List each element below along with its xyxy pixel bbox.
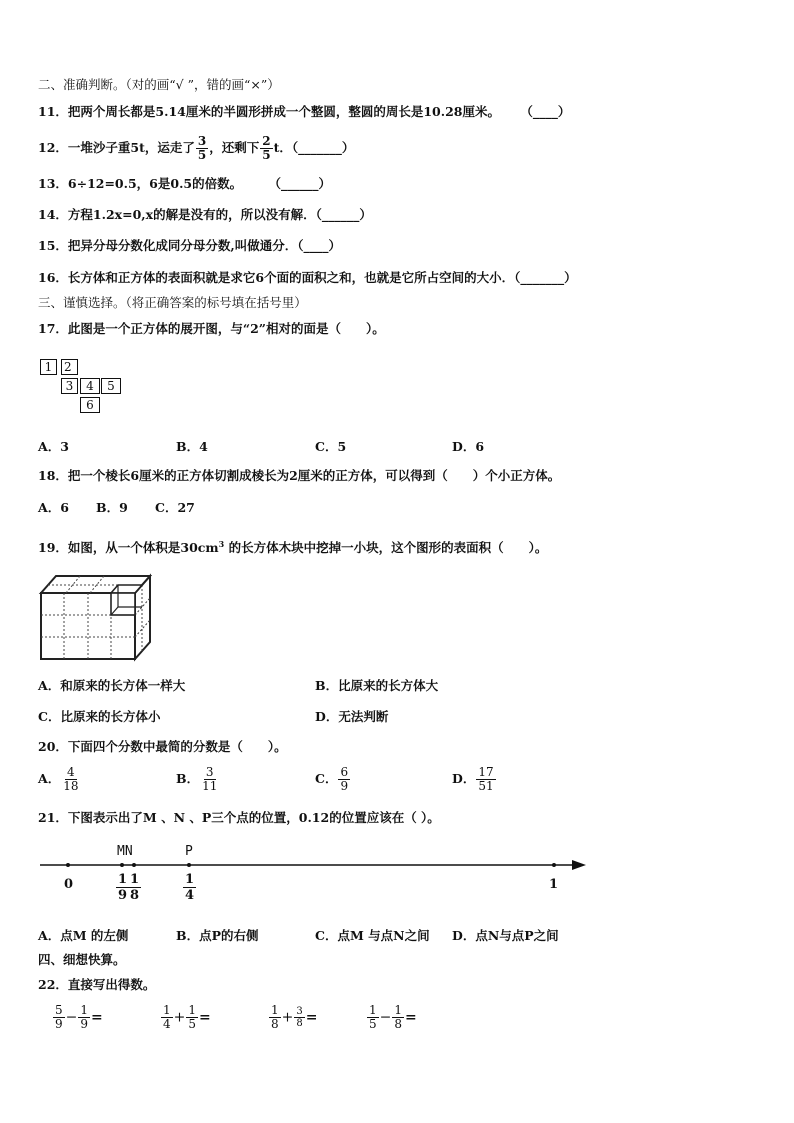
- frac-b: [294, 1006, 304, 1029]
- frac-num: 5: [55, 1003, 63, 1017]
- q21-option-d[interactable]: D．点N与点P之间: [452, 928, 559, 943]
- q11-text: 11．把两个周长都是5.14厘米的半圆形拼成一个整圆，整圆的周长是10.28厘米。: [38, 104, 500, 119]
- frac-b: [392, 1004, 404, 1031]
- equals[interactable]: =: [405, 1009, 417, 1026]
- fraction-3-5: [196, 135, 208, 162]
- frac-a: [161, 1004, 173, 1031]
- frac-den: 5: [197, 148, 207, 162]
- frac-num: 2: [262, 134, 271, 148]
- frac-b: [186, 1004, 198, 1031]
- frac-b: [78, 1004, 90, 1031]
- q18-option-c[interactable]: C．27: [155, 500, 195, 515]
- equals[interactable]: =: [305, 1009, 318, 1026]
- calc-expr-3: [268, 1004, 317, 1031]
- question-13: [38, 175, 331, 193]
- frac-num: 1: [185, 872, 195, 887]
- q17-option-c[interactable]: C．5: [315, 439, 347, 454]
- fraction-6-9: [338, 766, 350, 793]
- frac-num: 1: [118, 872, 128, 887]
- section-4-title: 四、细想快算。: [38, 952, 126, 967]
- frac-a: [53, 1004, 65, 1031]
- frac-num: 3: [205, 765, 214, 779]
- question-15: 15．把异分母分数化成同分母分数,叫做通分．（____）: [38, 238, 341, 253]
- frac-num: 1: [188, 1003, 197, 1017]
- frac-num: 1: [369, 1003, 377, 1017]
- question-11: [38, 103, 570, 121]
- q12-text-a: 12．一堆沙子重5t，运走了: [38, 140, 195, 155]
- frac-num: 3: [296, 1006, 303, 1017]
- frac-den: 8: [296, 1018, 303, 1029]
- operator: +: [173, 1009, 186, 1026]
- equals[interactable]: =: [91, 1009, 103, 1026]
- option-label: D．: [452, 771, 476, 786]
- frac-num: 4: [67, 765, 75, 779]
- q20-option-c[interactable]: [315, 766, 351, 793]
- q21-option-a[interactable]: A．点M 的左侧: [38, 928, 129, 943]
- question-18: 18．把一个棱长6厘米的正方体切割成棱长为2厘米的正方体，可以得到（ ）个小正方体。: [38, 468, 561, 483]
- question-19: [38, 535, 547, 557]
- q17-option-b[interactable]: B．4: [176, 439, 208, 454]
- frac-num: 6: [340, 765, 349, 779]
- net-cell-4: 4: [80, 378, 100, 394]
- label-mn: MN: [117, 844, 133, 859]
- q13-text: 13．6÷12=0.5，6是0.5的倍数。: [38, 176, 243, 191]
- frac-num: 1: [271, 1003, 279, 1017]
- q17-option-a[interactable]: A．3: [38, 439, 69, 454]
- frac-den: 5: [188, 1017, 197, 1031]
- fraction-3-11: [200, 766, 219, 793]
- q21-option-b[interactable]: B．点P的右侧: [176, 928, 259, 943]
- point-zero: [66, 863, 70, 867]
- operator: −: [379, 1009, 392, 1026]
- frac-den: 4: [185, 888, 195, 903]
- operator: −: [65, 1009, 78, 1026]
- calc-expr-2: [160, 1004, 211, 1031]
- q19-option-a[interactable]: A．和原来的长方体一样大: [38, 678, 186, 693]
- net-cell-1: 1: [40, 359, 57, 375]
- fraction-1-4: [183, 872, 196, 903]
- option-label: B．: [176, 771, 200, 786]
- option-label: A．: [38, 771, 61, 786]
- frac-den: 9: [118, 888, 128, 903]
- frac-den: 8: [130, 888, 140, 903]
- label-p: P: [185, 844, 193, 859]
- frac-den: 51: [478, 779, 494, 793]
- q19-option-b[interactable]: B．比原来的长方体大: [315, 678, 439, 693]
- frac-num: 1: [163, 1003, 171, 1017]
- frac-den: 18: [63, 779, 79, 793]
- frac-den: 9: [80, 1017, 89, 1031]
- q19-option-d[interactable]: D．无法判断: [315, 709, 389, 724]
- net-cell-5: 5: [101, 378, 121, 394]
- q19-text-b: 的长方体木块中挖掉一小块，这个图形的表面积（ ）。: [228, 540, 548, 556]
- q21-option-c[interactable]: C．点M 与点N之间: [315, 928, 430, 943]
- cube-net-diagram: [40, 359, 130, 415]
- net-cell-3: 3: [61, 378, 78, 394]
- cuboid-with-notch-diagram: [38, 571, 152, 663]
- question-22: 22．直接写出得数。: [38, 977, 156, 992]
- fraction-17-51: [476, 766, 495, 793]
- question-12: [38, 131, 354, 165]
- frac-num: 17: [478, 765, 494, 779]
- equals[interactable]: =: [199, 1009, 211, 1026]
- q20-option-a[interactable]: [38, 766, 81, 793]
- q11-answer-blank[interactable]: （____）: [520, 104, 571, 119]
- point-n: [132, 863, 136, 867]
- fraction-2-5: [260, 135, 272, 162]
- option-label: C．: [315, 771, 338, 786]
- label-one: 1: [549, 877, 559, 892]
- calc-expr-4: [366, 1004, 417, 1031]
- question-17: 17．此图是一个正方体的展开图，与“2”相对的面是（ ）。: [38, 321, 385, 336]
- q13-answer-blank[interactable]: （______）: [268, 176, 332, 191]
- frac-den: 8: [271, 1017, 279, 1031]
- net-cell-2: 2: [61, 359, 78, 375]
- q20-option-d[interactable]: [452, 766, 497, 793]
- calc-expr-1: [52, 1004, 103, 1031]
- q12-text-b: ，还剩下: [209, 140, 260, 155]
- q12-text-c[interactable]: t．（_______）: [273, 140, 355, 155]
- frac-den: 9: [55, 1017, 63, 1031]
- net-cell-6: 6: [80, 397, 100, 413]
- frac-a: [269, 1004, 281, 1031]
- operator: +: [281, 1009, 294, 1026]
- section-3-title: 三、谨慎选择。（将正确答案的标号填在括号里）: [38, 295, 307, 310]
- fraction-4-18: [61, 766, 80, 793]
- number-line-diagram: [38, 840, 598, 920]
- question-21: 21．下图表示出了M 、N 、P三个点的位置，0.12的位置应该在（ ）。: [38, 810, 440, 825]
- q20-option-b[interactable]: [176, 766, 220, 793]
- frac-den: 9: [340, 779, 349, 793]
- frac-den: 11: [202, 779, 218, 793]
- frac-a: [367, 1004, 379, 1031]
- point-m: [120, 863, 124, 867]
- frac-den: 4: [163, 1017, 171, 1031]
- frac-num: 1: [80, 1003, 89, 1017]
- frac-num: 1: [130, 872, 140, 887]
- label-zero: 0: [64, 877, 74, 892]
- section-2-title: 二、准确判断。（对的画“√ ”，错的画“×”）: [38, 77, 280, 92]
- q18-option-b[interactable]: B．9: [96, 500, 128, 515]
- question-14: 14．方程1.2x=0,x的解是没有的，所以没有解．（______）: [38, 207, 372, 222]
- frac-den: 8: [394, 1017, 403, 1031]
- question-20: 20．下面四个分数中最简的分数是（ ）。: [38, 739, 287, 754]
- point-one: [552, 863, 556, 867]
- q19-option-c[interactable]: C．比原来的长方体小: [38, 709, 161, 724]
- frac-den: 5: [262, 148, 271, 162]
- fraction-1-8: [128, 872, 141, 903]
- frac-num: 1: [394, 1003, 403, 1017]
- q18-option-a[interactable]: A．6: [38, 500, 69, 515]
- q19-text-a: 19．如图，从一个体积是30cm: [38, 540, 219, 556]
- q17-option-d[interactable]: D．6: [452, 439, 485, 454]
- question-16: 16．长方体和正方体的表面积就是求它6个面的面积之和，也就是它所占空间的大小．（_______）: [38, 270, 577, 285]
- frac-num: 3: [197, 134, 207, 148]
- frac-den: 5: [369, 1017, 377, 1031]
- point-p: [187, 863, 191, 867]
- q19-superscript: 3: [218, 539, 225, 549]
